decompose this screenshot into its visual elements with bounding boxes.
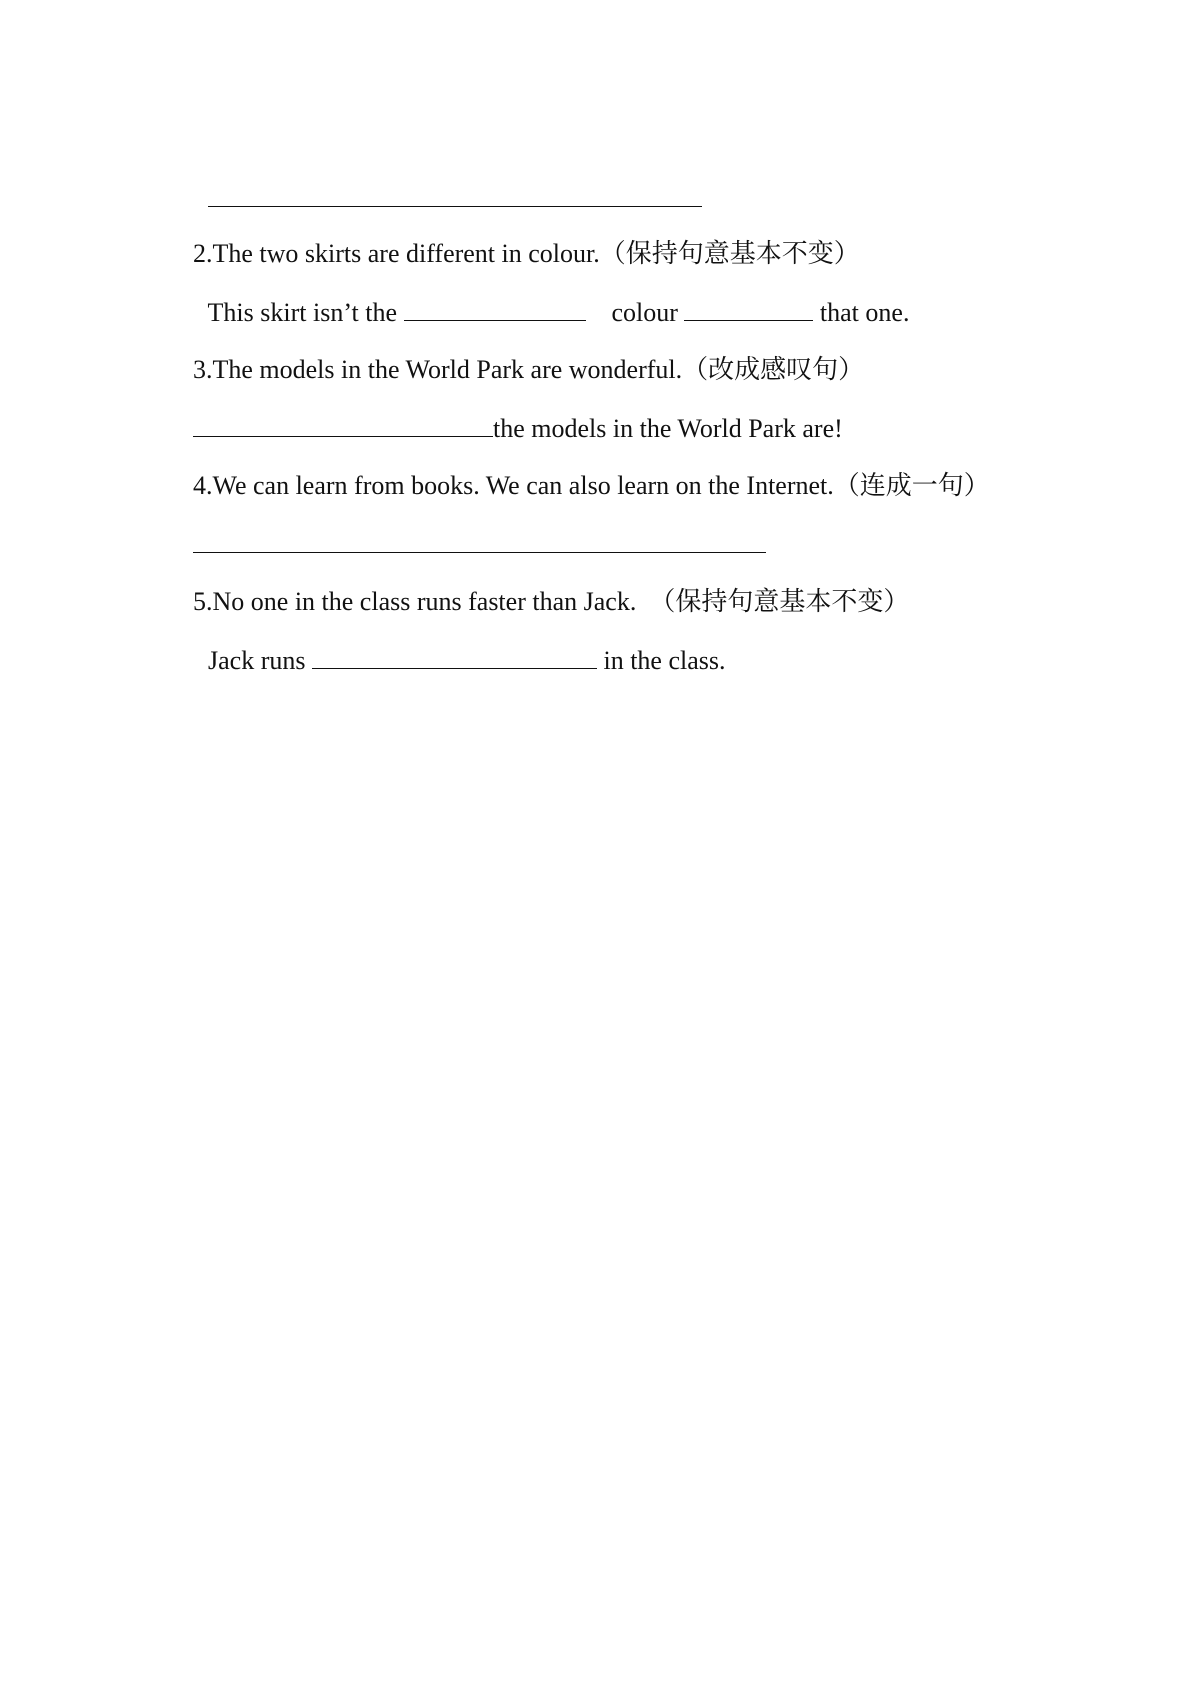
question-4-text: 4.We can learn from books. We can also learn on the Internet.（连成一句） xyxy=(193,471,990,500)
question-2-text: 2.The two skirts are different in colour.（保持句意基本不变） xyxy=(193,239,860,268)
answer-prefix: Jack runs xyxy=(208,646,312,675)
answer-blank[interactable] xyxy=(312,644,597,669)
answer-blank-1[interactable] xyxy=(404,296,586,321)
answer-suffix: that one. xyxy=(813,298,910,327)
answer-blank[interactable] xyxy=(208,182,702,207)
answer-prefix: This skirt isn’t the xyxy=(207,298,404,327)
answer-suffix: in the class. xyxy=(596,646,726,675)
question-5-text: 5.No one in the class runs faster than Jack. （保持句意基本不变） xyxy=(193,587,910,616)
answer-blank[interactable] xyxy=(193,528,766,553)
question-3-text: 3.The models in the World Park are wonderful.（改成感叹句） xyxy=(193,355,865,384)
answer-line-q5 xyxy=(182,612,726,709)
answer-blank[interactable] xyxy=(193,412,493,437)
answer-middle: colour xyxy=(611,298,685,327)
answer-suffix: the models in the World Park are! xyxy=(493,414,843,443)
answer-blank-2[interactable] xyxy=(684,296,813,321)
